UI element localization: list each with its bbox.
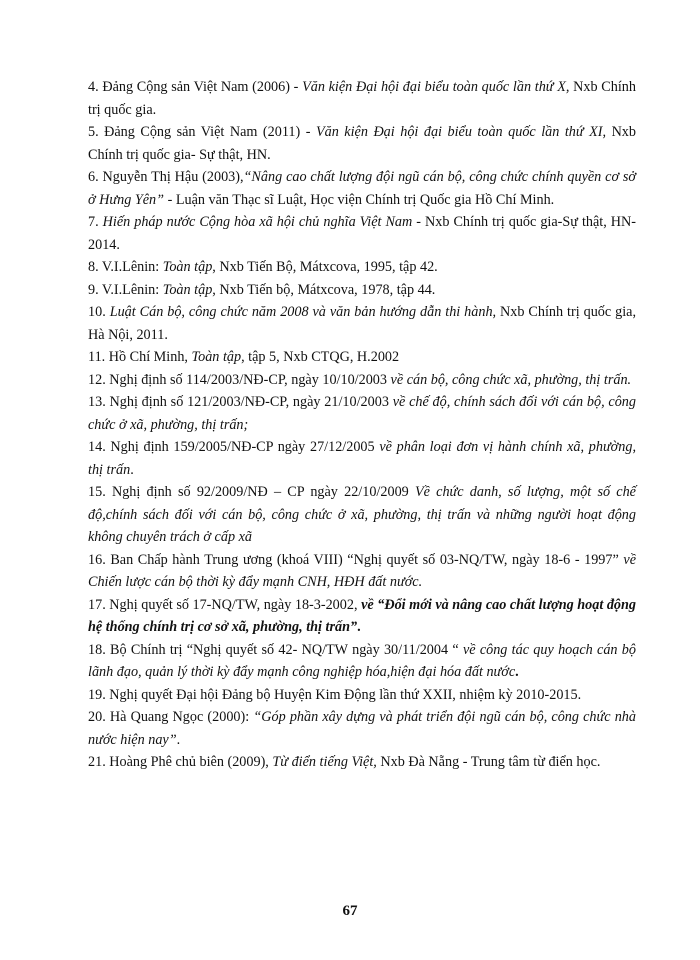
reference-title: về “Đổi mới và nâng cao chất lượng hoạt động hệ thống chính trị cơ sở xã, phường, thị trấn” <box>88 596 637 635</box>
reference-title: Hiến pháp nước Cộng hòa xã hội chủ nghĩa Việt Nam <box>102 214 413 230</box>
reference-item <box>88 166 636 211</box>
reference-title: Từ điển tiếng Việt, <box>272 754 377 770</box>
reference-text: 7. <box>88 214 103 230</box>
reference-text: 17. Nghị quyết số 17-NQ/TW, ngày 18-3-2002, <box>88 596 362 613</box>
page-number: 67 <box>342 903 358 919</box>
reference-item <box>88 369 636 392</box>
reference-item <box>88 481 636 549</box>
reference-text: , Nxb Tiến bộ, Mátxcova, 1978, tập 44. <box>212 281 436 298</box>
reference-item <box>88 121 636 166</box>
reference-text: Nxb Chính trị quốc gia, Hà Nội, 2011. <box>88 304 637 343</box>
reference-text: - Luận văn Thạc sĩ Luật, Học viện Chính trị Quốc gia Hồ Chí Minh. <box>164 191 555 208</box>
reference-item <box>88 706 636 751</box>
reference-item <box>88 256 636 279</box>
reference-title: về công tác quy hoạch cán bộ lãnh đạo, quản lý thời kỳ đẩy mạnh công nghiệp hóa,hiện đại hóa đất nước <box>88 641 636 680</box>
reference-item <box>88 301 636 346</box>
reference-title: Văn kiện Đại hội đại biểu toàn quốc lần thứ X, <box>302 79 570 95</box>
reference-item <box>88 391 636 436</box>
reference-text: 6. Nguyễn Thị Hậu (2003), <box>88 169 244 185</box>
reference-text: - Nxb Chính trị quốc gia-Sự thật, HN- 2014. <box>88 214 636 253</box>
reference-title: Văn kiện Đại hội đại biểu toàn quốc lần thứ XI, <box>315 124 607 140</box>
reference-text: 12. Nghị định số 114/2003/NĐ-CP, ngày 10/10/2003 <box>88 371 391 388</box>
reference-title: Về chức danh, số lượng, một số chế độ,chính sách đối với cán bộ, công chức ở xã, phường, thị trấn và những người hoạt động không chuyên trách ở cấp xã <box>88 484 636 545</box>
reference-text: , tập 5, Nxb CTQG, H.2002 <box>241 349 400 365</box>
reference-item <box>88 639 636 684</box>
reference-item <box>88 594 636 639</box>
reference-item <box>88 436 636 481</box>
reference-list <box>88 76 636 774</box>
reference-text: 20. Hà Quang Ngọc (2000): <box>88 709 254 725</box>
reference-title: “Góp phần xây dựng và phát triển đội ngũ cán bộ, công chức nhà nước hiện nay” <box>88 709 636 748</box>
reference-text: 11. Hồ Chí Minh, <box>88 349 192 365</box>
reference-text: 4. Đảng Cộng sản Việt Nam (2006) - <box>88 79 303 95</box>
reference-item <box>88 76 636 121</box>
reference-text: 10. <box>88 304 110 320</box>
reference-text: 14. Nghị định 159/2005/NĐ-CP ngày 27/12/2005 <box>88 439 380 455</box>
reference-text: Nxb Chính trị quốc gia- Sự thật, HN. <box>88 124 636 163</box>
reference-text: 21. Hoàng Phê chủ biên (2009), <box>88 754 273 770</box>
reference-text: 18. Bộ Chính trị “Nghị quyết số 42- NQ/TW ngày 30/11/2004 “ <box>88 641 463 658</box>
reference-text: Nxb Chính trị quốc gia. <box>88 79 636 118</box>
reference-text: 16. Ban Chấp hành Trung ương (khoá VIII) “Nghị quyết số 03-NQ/TW, ngày 18-6 - 1997” <box>88 551 624 568</box>
reference-text: 5. Đảng Cộng sản Việt Nam (2011) - <box>88 124 316 140</box>
reference-text: Nxb Đà Nẵng - Trung tâm từ điển học. <box>376 754 601 770</box>
reference-text: 13. Nghị định số 121/2003/NĐ-CP, ngày 21/10/2003 <box>88 394 393 410</box>
reference-text: 19. Nghị quyết Đại hội Đảng bộ Huyện Kim Động lần thứ XXII, nhiệm kỳ 2010-2015. <box>88 686 582 703</box>
reference-text: . <box>357 619 361 635</box>
reference-text: . <box>515 664 519 680</box>
reference-title: Luật Cán bộ, công chức năm 2008 và văn bản hướng dẫn thi hành, <box>109 304 497 320</box>
reference-title: Toàn tập <box>191 349 242 365</box>
reference-title: “Nâng cao chất lượng đội ngũ cán bộ, công chức chính quyền cơ sở ở Hưng Yên” <box>88 169 636 208</box>
reference-title: về chế độ, chính sách đối với cán bộ, công chức ở xã, phường, thị trấn; <box>88 394 636 433</box>
reference-title: về phân loại đơn vị hành chính xã, phường, thị trấn <box>88 439 636 478</box>
reference-text: . <box>130 461 134 478</box>
reference-text: 9. V.I.Lênin: <box>88 281 163 298</box>
reference-title: về Chiến lược cán bộ thời kỳ đẩy mạnh CNH, HĐH đất nước. <box>88 551 636 590</box>
reference-item <box>88 549 636 594</box>
reference-title: Toàn tập <box>162 281 213 298</box>
reference-item <box>88 279 636 302</box>
reference-text: . <box>176 731 181 748</box>
reference-text: 8. V.I.Lênin: <box>88 259 163 275</box>
reference-item <box>88 684 636 707</box>
reference-title: về cán bộ, công chức xã, phường, thị trấn. <box>390 371 632 388</box>
reference-text: , Nxb Tiến Bộ, Mátxcova, 1995, tập 42. <box>212 259 438 275</box>
reference-text: 15. Nghị định số 92/2009/NĐ – CP ngày 22/10/2009 <box>88 484 415 500</box>
reference-title: Toàn tập <box>162 259 213 275</box>
reference-item <box>88 211 636 256</box>
reference-item <box>88 346 636 369</box>
reference-item <box>88 751 636 774</box>
